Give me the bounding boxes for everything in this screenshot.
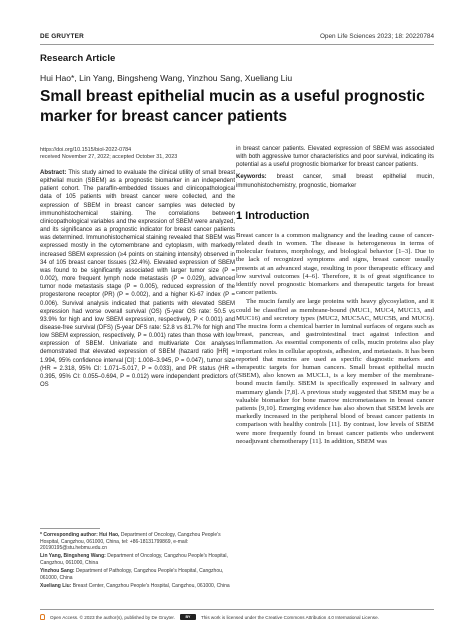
article-type: Research Article bbox=[40, 53, 116, 64]
publisher-brand: DE GRUYTER bbox=[40, 32, 84, 40]
article-meta bbox=[40, 147, 177, 162]
received-accepted-dates: received November 27, 2022; accepted October 31, 2023 bbox=[40, 154, 178, 161]
article-title: Small breast epithelial mucin as a useful prognostic marker for breast cancer patients bbox=[40, 88, 425, 125]
introduction-body bbox=[236, 232, 434, 446]
abstract bbox=[40, 169, 235, 389]
footnote-text: Department of Oncology, Cangzhou People's Hospital, Cangzhou, 061000, China bbox=[40, 553, 228, 566]
author-affiliations bbox=[40, 532, 232, 591]
cc-badge-label: BY bbox=[185, 615, 191, 619]
keywords-label: Keywords: bbox=[236, 174, 267, 181]
intro-paragraph-1: Breast cancer is a common malignancy and the leading cause of cancer-related death in women. The disease is heterogeneous in terms of molecular features, morphology, and biological behavior [1–3]. Due to the lack of recognized symptoms and signs, breast cancer usually presents at an advanced stage, resulting in poor therapeutic efficacy and low survival outcomes [4–6]. Therefore, it is of great significance to identify novel prognostic biomarkers and therapeutic targets for breast cancer patients. bbox=[236, 231, 434, 297]
license-statement: This work is licensed under the Creative Commons Attribution 4.0 International License. bbox=[200, 614, 379, 620]
journal-citation: Open Life Sciences 2023; 18: 20220784 bbox=[319, 32, 434, 40]
abstract-label: Abstract: bbox=[40, 170, 67, 176]
running-header bbox=[40, 30, 434, 42]
footnote bbox=[40, 532, 232, 552]
page-footer bbox=[40, 613, 434, 621]
section-heading-introduction: 1 Introduction bbox=[236, 209, 310, 222]
footnote-label: Xueliang Liu: bbox=[40, 582, 72, 589]
open-access-lock-icon bbox=[40, 614, 45, 620]
abstract-text: This study aimed to evaluate the clinical utility of small breast epithelial mucin (SBEM) as a prognostic biomarker in an independent patient cohort. The paraffin-embedded tissues and clinicopathological data of 105 patients with breast cancer were collected, and the expression of SBEM in breast cancer samples was detected by immunohistochemical staining. The correlations between clinicopathological variables and the expression of SBEM were analyzed, and its significance as a prognostic indicator for breast cancer patients was determined. Immunohistochemical staining revealed that SBEM was expressed mostly in the cytomembrane and cytoplasm, with markedly increased SBEM expression (≥4 points on staining intensity) observed in 34 of 105 breast cancer tissues (32.4%). Elevated expression of SBEM was found to be significantly associated with larger tumor size (P = 0.002), more frequent lymph node metastasis (P = 0.029), advanced tumor node metastasis stage (P = 0.005), reduced expression of the progesterone receptor (PR) (P = 0.002), and a higher Ki-67 index (P = 0.006). Survival analysis indicated that patients with elevated SBEM expression had worse overall survival (OS) (5-year OS rate: 50.5 vs 93.9% for high and low SBEM expression, respectively, P < 0.001) and disease-free survival (DFS) (5-year DFS rate: 52.8 vs 81.7% for high and low SBEM expression, respectively, P = 0.001) rates than those with low expression of SBEM. Univariate and multivariate Cox analyses demonstrated that elevated expression of SBEM (hazard ratio [HR] = 1.994, 95% confidence interval [CI]: 1.008–3.945, P = 0.047), tumor size (HR = 2.318, 95% CI: 1.071–5.017, P = 0.033), and PR status (HR = 0.395, 95% CI: 0.055–0.694, P = 0.012) were independent predictors of OS bbox=[40, 170, 235, 389]
footnote-text: Department of Pathology, Cangzhou People's Hospital, Cangzhou, 061000, China bbox=[40, 567, 224, 581]
footnote bbox=[40, 568, 232, 581]
abstract-continued: in breast cancer patients. Elevated expression of SBEM was associated with both aggressive tumor characteristics and poor survival, indicating its potential as a useful prognostic biomarker for breast cancer patients. bbox=[236, 146, 434, 169]
doi-link[interactable]: https://doi.org/10.1515/biol-2022-0784 bbox=[40, 147, 132, 153]
header-rule bbox=[40, 44, 434, 45]
intro-paragraph-2: The mucin family are large proteins with heavy glycosylation, and it could be classified as membrane-bound (MUC1, MUC4, MUC13, and MUC16) and secretory types (MUC2, MUC5AC, MUC5B, and MUC6). The mucins form a chemical barrier in luminal surfaces of organs such as breast, pancreas, and gastrointestinal tract against infection and inflammation. As essential components of cells, mucin proteins also play important roles in cellular apoptosis, adhesion, and metastasis. It has been reported that mucins are used as specific diagnostic markers and therapeutic targets for human cancers. Small breast epithelial mucin (SBEM), also known as MUCL1, is a key member of the membrane-bound mucin family. SBEM is specifically expressed in salivary and mammary glands [7,8]. A previous study suggested that SBEM may be a valuable biomarker for bone marrow micrometastases in breast cancer patients [9,10]. Emerging evidence has also shown that SBEM levels are markedly increased in the peripheral blood of breast cancer patients in comparison with healthy controls [11]. By contrast, low levels of SBEM were more frequently found in breast cancer patients who underwent neoadjuvant chemotherapy [11]. In addition, SBEM was bbox=[236, 298, 434, 445]
footnote-label: Yinzhou Sang: bbox=[40, 567, 75, 574]
footnote bbox=[40, 583, 232, 590]
footnote-rule bbox=[40, 528, 100, 529]
open-access-statement: Open Access. © 2023 the author(s), published by De Gruyter. bbox=[50, 614, 175, 620]
left-column bbox=[40, 169, 235, 389]
keywords bbox=[236, 173, 434, 189]
footer-rule bbox=[40, 609, 434, 610]
author-list: Hui Hao*, Lin Yang, Bingsheng Wang, Yinzhou Sang, Xueliang Liu bbox=[40, 73, 293, 83]
footnote bbox=[40, 553, 232, 566]
keywords-text: breast cancer, small breast epithelial mucin, immunohistochemistry, prognostic, biomarker bbox=[236, 174, 435, 189]
creative-commons-icon[interactable] bbox=[180, 614, 196, 620]
footnote-label: * Corresponding author: Hui Hao, bbox=[40, 532, 120, 538]
footnote-label: Lin Yang, Bingsheng Wang: bbox=[40, 553, 106, 560]
right-column bbox=[236, 145, 434, 446]
footnote-text: Breast Center, Cangzhou People's Hospital, Cangzhou, 061000, China bbox=[72, 582, 230, 589]
footnote-text: Department of Oncology, Cangzhou People's Hospital, Cangzhou, 061000, China, tel: +86-18131799869, e-mail: 20190195@stu.hebmu.edu.cn bbox=[40, 532, 221, 552]
